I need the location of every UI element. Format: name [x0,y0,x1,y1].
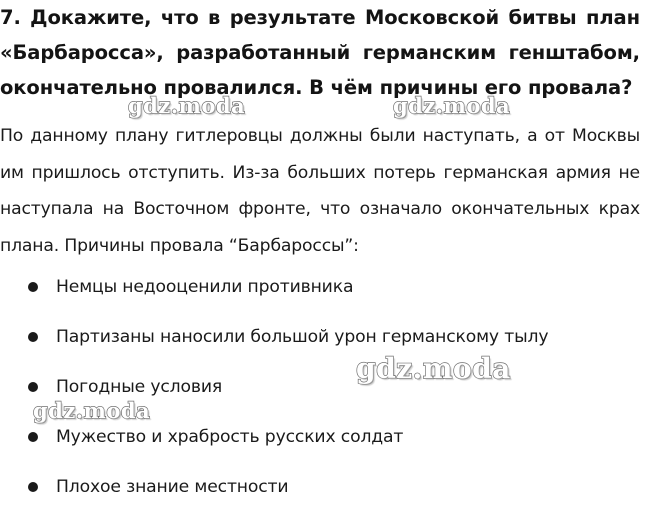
list-item [0,469,640,519]
list-item-text: Погодные условия [56,377,223,397]
reasons-list [0,269,640,519]
list-item [0,319,640,369]
watermark: gdz.moda [393,93,511,118]
list-item [0,269,640,319]
bullet-icon [28,382,38,392]
bullet-icon [28,282,38,292]
list-item-text: Плохое знание местности [56,477,289,497]
bullet-icon [28,332,38,342]
question-heading: 7. Докажите, что в результате Московской битвы план «Барбаросса», разработанный германским генштабом, окончательно провалился. В чём причины его провала? [0,6,640,99]
watermark: gdz.moda [128,93,246,118]
list-item-text: Немцы недооценили противника [56,277,354,297]
bullet-icon [28,482,38,492]
answer-paragraph: По данному плану гитлеровцы должны были наступать, а от Москвы им пришлось отступить. Из-за больших потерь германская армия не наступала на Восточном фронте, что означало окончательных крах плана. Причины провала “Барбароссы”: [0,126,640,256]
list-item-text: Партизаны наносили большой урон германскому тылу [56,327,549,347]
bullet-icon [28,432,38,442]
watermark: gdz.moda [356,352,511,385]
list-item [0,419,640,469]
watermark: gdz.moda [33,398,151,423]
list-item-text: Мужество и храбрость русских солдат [56,427,404,447]
